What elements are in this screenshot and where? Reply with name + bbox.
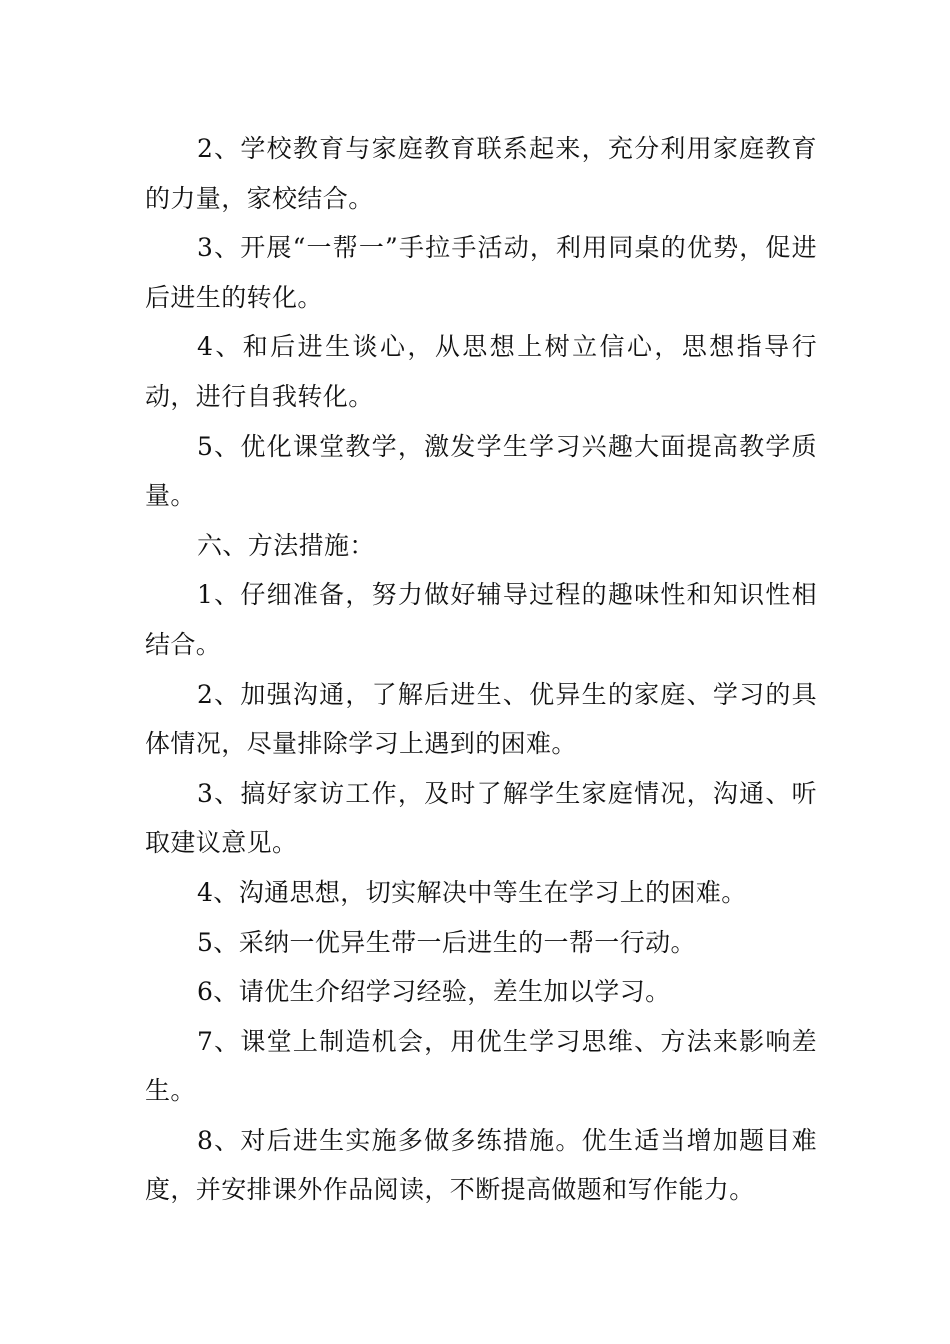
- paragraph-item-2-home-school: 2、学校教育与家庭教育联系起来，充分利用家庭教育的力量，家校结合。: [145, 134, 817, 213]
- paragraph-method-1: 1、仔细准备，努力做好辅导过程的趣味性和知识性相结合。: [145, 580, 817, 659]
- document-body: [145, 124, 817, 1215]
- paragraph-method-4: 4、沟通思想，切实解决中等生在学习上的困难。: [197, 877, 747, 907]
- section-heading-methods: 六、方法措施：: [197, 530, 375, 560]
- paragraph-method-3: 3、搞好家访工作，及时了解学生家庭情况，沟通、听取建议意见。: [145, 778, 817, 858]
- paragraph-method-2: 2、加强沟通，了解后进生、优异生的家庭、学习的具体情况，尽量排除学习上遇到的困难。: [145, 679, 817, 759]
- paragraph-item-5-classroom: 5、优化课堂教学，激发学生学习兴趣大面提高教学质量。: [145, 431, 817, 511]
- paragraph-item-4-heart-talk: 4、和后进生谈心，从思想上树立信心，思想指导行动，进行自我转化。: [145, 332, 817, 411]
- paragraph-method-8: 8、对后进生实施多做多练措施。优生适当增加题目难度，并安排课外作品阅读，不断提高做题和写作能力。: [145, 1125, 817, 1205]
- paragraph-method-5: 5、采纳一优异生带一后进生的一帮一行动。: [197, 927, 696, 957]
- paragraph-item-3-peer-help: 3、开展“一帮一”手拉手活动，利用同桌的优势，促进后进生的转化。: [145, 233, 817, 312]
- paragraph-method-7: 7、课堂上制造机会，用优生学习思维、方法来影响差生。: [145, 1026, 817, 1106]
- paragraph-method-6: 6、请优生介绍学习经验，差生加以学习。: [197, 977, 671, 1007]
